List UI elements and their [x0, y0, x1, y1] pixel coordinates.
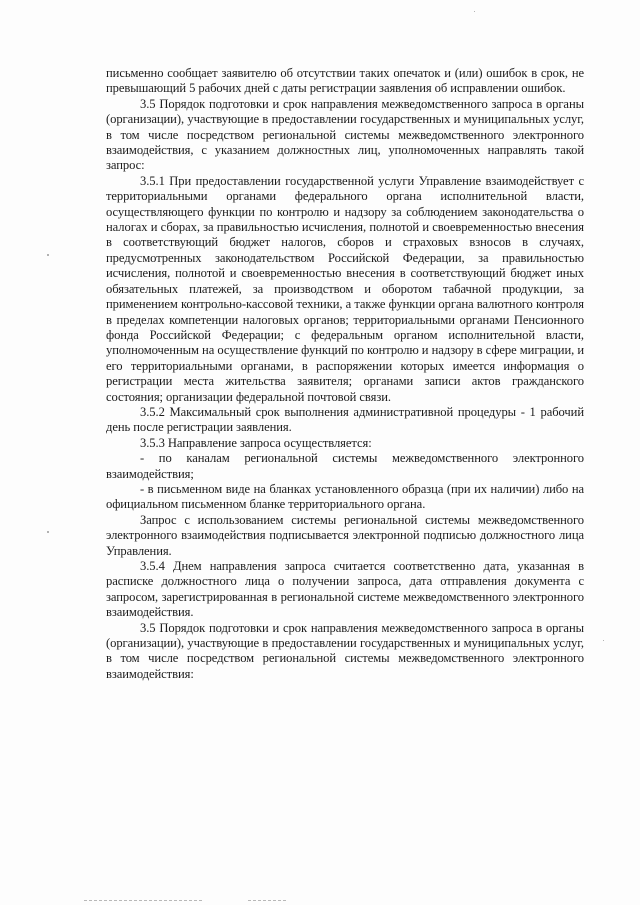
- scan-speck: [603, 640, 604, 641]
- document-body: [106, 66, 584, 682]
- scan-edge-line: [84, 900, 204, 901]
- paragraph-3-5-4: 3.5.4 Днем направления запроса считается соответственно дата, указанная в расписке должностного лица о получении запроса, дата отправления документа с запросом, зарегистрированная в региональной системе межведомственного электронного взаимодействия.: [106, 559, 584, 620]
- paragraph-3-5-heading: 3.5 Порядок подготовки и срок направления межведомственного запроса в органы (организации), участвующие в предоставлении государственных и муниципальных услуг, в том числе посредством региональной системы межведомственного электронного взаимодействия, с указанием должностных лиц, уполномоченных направлять такой запрос:: [106, 96, 584, 173]
- scan-edge-line: [248, 900, 286, 901]
- list-item-written-form: - в письменном виде на бланках установленного образца (при их наличии) либо на официальном письменном бланке территориального органа.: [106, 481, 584, 512]
- list-item-electronic-channel: - по каналам региональной системы межведомственного электронного взаимодействия;: [106, 451, 584, 481]
- scan-speck: [474, 11, 475, 12]
- scan-speck: [47, 531, 49, 533]
- paragraph-electronic-signature: Запрос с использованием системы региональной системы межведомственного электронного взаимодействия подписывается электронной подписью должностного лица Управления.: [106, 512, 584, 558]
- paragraph-3-5-3: 3.5.3 Направление запроса осуществляется:: [140, 435, 372, 450]
- paragraph-3-5-1: 3.5.1 При предоставлении государственной услуги Управление взаимодействует с территориальными органами федерального органа исполнительной власти, осуществляющего функции по контролю и надзору за соблюдением законодательства о налогах и сборах, за правильностью исчисления, полнотой и своевременностью внесения в соответствующий бюджет налогов, сборов и страховых взносов в случаях, предусмотренных законодательством Российской Федерации, за правильностью исчисления, полнотой и своевременностью внесения в соответствующий бюджет иных обязательных платежей, за производством и оборотом табачной продукции, за применением контрольно-кассовой техники, а также функции органа валютного контроля в пределах компетенции налоговых органов; территориальными органами Пенсионного фонда Российской Федерации; с федеральным органом исполнительной власти, уполномоченным на осуществление функций по контролю и надзору в сфере миграции, и его территориальными органами, в распоряжении которых имеется информация о регистрации места жительства заявителя; органами записи актов гражданского состояния; организации федеральной почтовой связи.: [106, 173, 584, 404]
- scan-speck: [47, 254, 49, 256]
- paragraph-3-5-2: 3.5.2 Максимальный срок выполнения административной процедуры - 1 рабочий день после регистрации заявления.: [106, 404, 584, 435]
- paragraph-3-5-repeat: 3.5 Порядок подготовки и срок направления межведомственного запроса в органы (организации), участвующие в предоставлении государственных и муниципальных услуг, в том числе посредством региональной системы межведомственного электронного взаимодействия:: [106, 620, 584, 681]
- paragraph-continuation: письменно сообщает заявителю об отсутствии таких опечаток и (или) ошибок в срок, не превышающий 5 рабочих дней с даты регистрации заявления об исправлении ошибок.: [106, 66, 584, 96]
